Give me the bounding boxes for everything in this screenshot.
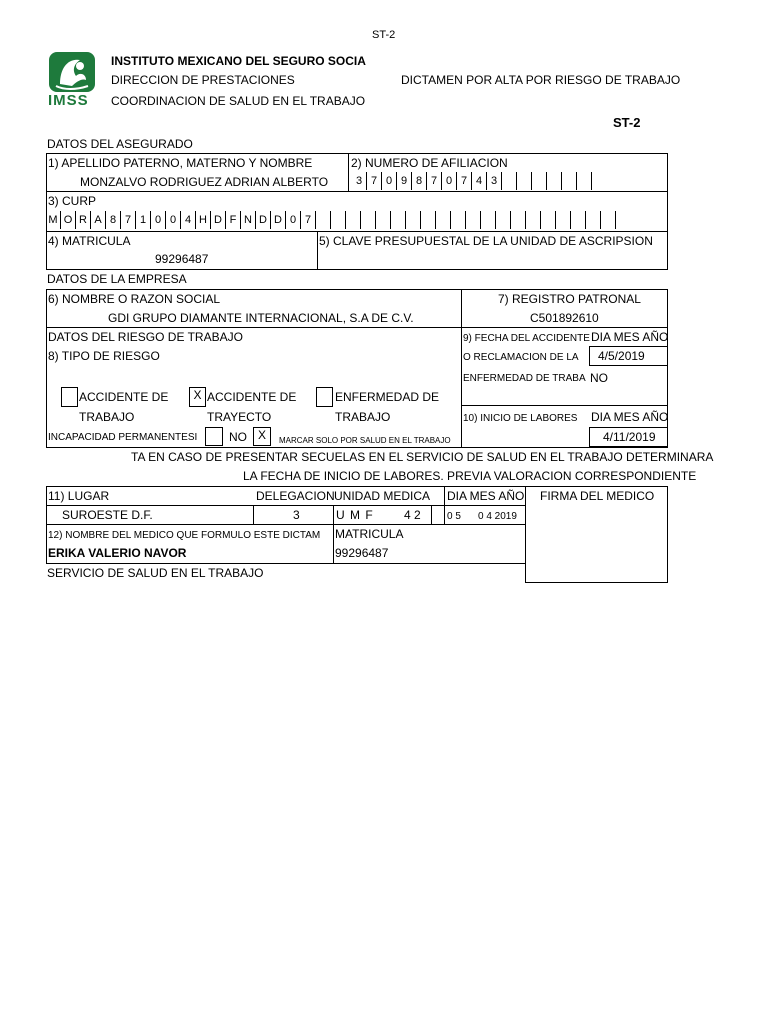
incapacidad-label: INCAPACIDAD PERMANENTESI xyxy=(48,432,198,443)
unidad-medica-label: UNIDAD MEDICA xyxy=(334,489,431,503)
afiliacion-digit xyxy=(532,172,547,190)
form-code: ST-2 xyxy=(613,115,641,130)
afiliacion-digit xyxy=(517,172,532,190)
afiliacion-digit: 0 xyxy=(442,172,457,190)
medico-matricula-label: MATRICULA xyxy=(335,527,404,541)
direction-name: DIRECCION DE PRESTACIONES xyxy=(111,73,295,87)
divider xyxy=(46,191,668,192)
riesgo-accidente-trabajo-checkbox[interactable] xyxy=(61,387,78,407)
divider xyxy=(46,327,668,328)
curp-char xyxy=(541,211,556,229)
medico-matricula-value: 99296487 xyxy=(335,546,389,560)
fecha-dma-label: DIA MES AÑO xyxy=(591,330,669,344)
delegacion-label: DELEGACION xyxy=(256,489,335,503)
divider xyxy=(46,505,526,506)
razon-label: 6) NOMBRE O RAZON SOCIAL xyxy=(48,292,221,306)
divider xyxy=(431,505,432,524)
curp-char: N xyxy=(241,211,256,229)
afiliacion-digit: 7 xyxy=(457,172,472,190)
incapacidad-si-checkbox[interactable] xyxy=(205,427,223,446)
curp-char xyxy=(346,211,361,229)
curp-char: 7 xyxy=(121,211,136,229)
incapacidad-no-checkbox[interactable]: X xyxy=(253,427,271,446)
dictamen-title: DICTAMEN POR ALTA POR RIESGO DE TRABAJO xyxy=(401,73,681,87)
riesgo-option-label: TRAYECTO xyxy=(207,410,272,424)
section-empresa-title: DATOS DE LA EMPRESA xyxy=(47,272,187,286)
curp-char: D xyxy=(211,211,226,229)
curp-char xyxy=(451,211,466,229)
afiliacion-digit xyxy=(562,172,577,190)
curp-char: O xyxy=(61,211,76,229)
curp-char: R xyxy=(76,211,91,229)
curp-char xyxy=(601,211,616,229)
riesgo-option-label: ACCIDENTE DE xyxy=(79,390,169,404)
clave-label: 5) CLAVE PRESUPUESTAL DE LA UNIDAD DE ASCRIPSION xyxy=(319,234,653,248)
afiliacion-digit xyxy=(547,172,562,190)
curp-char: 0 xyxy=(286,211,301,229)
riesgo-option-label: TRABAJO xyxy=(335,410,391,424)
imss-logo-text: IMSS xyxy=(48,92,89,109)
curp-char: 8 xyxy=(106,211,121,229)
afiliacion-digit: 3 xyxy=(352,172,367,190)
divider xyxy=(46,231,668,232)
registro-value: C501892610 xyxy=(530,311,599,325)
riesgo-option-label: ACCIDENTE DE xyxy=(207,390,297,404)
tipo-riesgo-label: 8) TIPO DE RIESGO xyxy=(48,349,160,363)
notice-line-2: LA FECHA DE INICIO DE LABORES. PREVIA VALORACION CORRESPONDIENTE xyxy=(243,469,697,483)
curp-char xyxy=(586,211,601,229)
divider xyxy=(348,153,349,191)
inicio-labores-value: 4/11/2019 xyxy=(603,430,656,444)
fecha-accidente-label: ENFERMEDAD DE TRABA xyxy=(463,373,586,384)
afiliacion-digit: 7 xyxy=(427,172,442,190)
curp-char: A xyxy=(91,211,106,229)
riesgo-accidente-trayecto-checkbox[interactable]: X xyxy=(189,387,206,407)
afiliacion-digit: 8 xyxy=(412,172,427,190)
divider xyxy=(253,505,254,524)
section-riesgo-title: DATOS DEL RIESGO DE TRABAJO xyxy=(48,330,243,344)
medico-label: 12) NOMBRE DEL MEDICO QUE FORMULO ESTE DICTAM xyxy=(48,530,321,541)
fecha-accidente-value: 4/5/2019 xyxy=(598,349,645,363)
imss-logo xyxy=(46,50,98,112)
curp-char xyxy=(376,211,391,229)
inicio-labores-label: 10) INICIO DE LABORES xyxy=(463,413,578,424)
date-rest-value: 0 4 2019 xyxy=(478,511,517,522)
razon-value: GDI GRUPO DIAMANTE INTERNACIONAL, S.A DE C.V. xyxy=(108,311,414,325)
notice-line-1: TA EN CASO DE PRESENTAR SECUELAS EN EL SERVICIO DE SALUD EN EL TRABAJO DETERMINARA xyxy=(131,450,714,464)
coordination-name: COORDINACION DE SALUD EN EL TRABAJO xyxy=(111,94,366,108)
unidad-medica-value: U M F xyxy=(336,508,374,522)
curp-char xyxy=(466,211,481,229)
divider xyxy=(461,289,462,448)
curp-char xyxy=(391,211,406,229)
date-day-value: 0 5 xyxy=(447,511,461,522)
curp-char: D xyxy=(271,211,286,229)
curp-char xyxy=(316,211,331,229)
curp-char: M xyxy=(46,211,61,229)
lugar-value: SUROESTE D.F. xyxy=(62,508,153,522)
matricula-label: 4) MATRICULA xyxy=(48,234,131,248)
afiliacion-digit: 7 xyxy=(367,172,382,190)
divider xyxy=(444,486,445,524)
marcar-note: MARCAR SOLO POR SALUD EN EL TRABAJO xyxy=(279,436,451,445)
fecha-no-value: NO xyxy=(590,371,608,385)
name-label: 1) APELLIDO PATERNO, MATERNO Y NOMBRE xyxy=(48,156,313,170)
curp-char xyxy=(406,211,421,229)
curp-char xyxy=(421,211,436,229)
registro-label: 7) REGISTRO PATRONAL xyxy=(498,292,641,306)
incapacidad-no-label: NO xyxy=(229,430,247,444)
afiliacion-digits xyxy=(352,172,652,190)
curp-char: H xyxy=(196,211,211,229)
curp-chars xyxy=(46,211,666,229)
curp-char: 1 xyxy=(136,211,151,229)
dma-label: DIA MES AÑO xyxy=(447,489,525,503)
inicio-dma-label: DIA MES AÑO xyxy=(591,410,669,424)
fecha-accidente-label: 9) FECHA DEL ACCIDENTE xyxy=(463,333,590,344)
afiliacion-digit xyxy=(577,172,592,190)
riesgo-option-label: TRABAJO xyxy=(79,410,135,424)
lugar-label: 11) LUGAR xyxy=(48,489,110,503)
afiliacion-digit: 3 xyxy=(487,172,502,190)
curp-char: 7 xyxy=(301,211,316,229)
curp-label: 3) CURP xyxy=(48,194,97,208)
curp-char: 0 xyxy=(166,211,181,229)
name-value: MONZALVO RODRIGUEZ ADRIAN ALBERTO xyxy=(80,175,329,189)
curp-char xyxy=(331,211,346,229)
divider xyxy=(317,231,318,270)
document-code-top: ST-2 xyxy=(372,29,396,41)
fecha-accidente-label: O RECLAMACION DE LA xyxy=(463,352,579,363)
institution-name: INSTITUTO MEXICANO DEL SEGURO SOCIA xyxy=(111,54,366,68)
curp-char xyxy=(511,211,526,229)
divider xyxy=(333,505,334,564)
firma-label: FIRMA DEL MEDICO xyxy=(540,489,655,503)
curp-char xyxy=(556,211,571,229)
divider xyxy=(461,405,668,406)
curp-char: 4 xyxy=(181,211,196,229)
delegacion-value: 3 xyxy=(293,508,300,522)
afiliacion-digit: 4 xyxy=(472,172,487,190)
afiliacion-label: 2) NUMERO DE AFILIACION xyxy=(351,156,508,170)
curp-char xyxy=(496,211,511,229)
curp-char xyxy=(361,211,376,229)
curp-char: F xyxy=(226,211,241,229)
riesgo-enfermedad-trabajo-checkbox[interactable] xyxy=(316,387,333,407)
curp-char: 0 xyxy=(151,211,166,229)
afiliacion-digit: 0 xyxy=(382,172,397,190)
medico-name: ERIKA VALERIO NAVOR xyxy=(48,546,187,560)
afiliacion-digit: 9 xyxy=(397,172,412,190)
servicio-salud-label: SERVICIO DE SALUD EN EL TRABAJO xyxy=(47,566,264,580)
unidad-medica-number: 4 2 xyxy=(404,508,421,522)
divider xyxy=(46,524,526,525)
curp-char xyxy=(436,211,451,229)
curp-char xyxy=(571,211,586,229)
riesgo-option-label: ENFERMEDAD DE xyxy=(335,390,440,404)
matricula-value: 99296487 xyxy=(155,252,209,266)
afiliacion-digit xyxy=(502,172,517,190)
curp-char xyxy=(526,211,541,229)
curp-char xyxy=(481,211,496,229)
section-asegurado-title: DATOS DEL ASEGURADO xyxy=(47,137,193,151)
curp-char: D xyxy=(256,211,271,229)
